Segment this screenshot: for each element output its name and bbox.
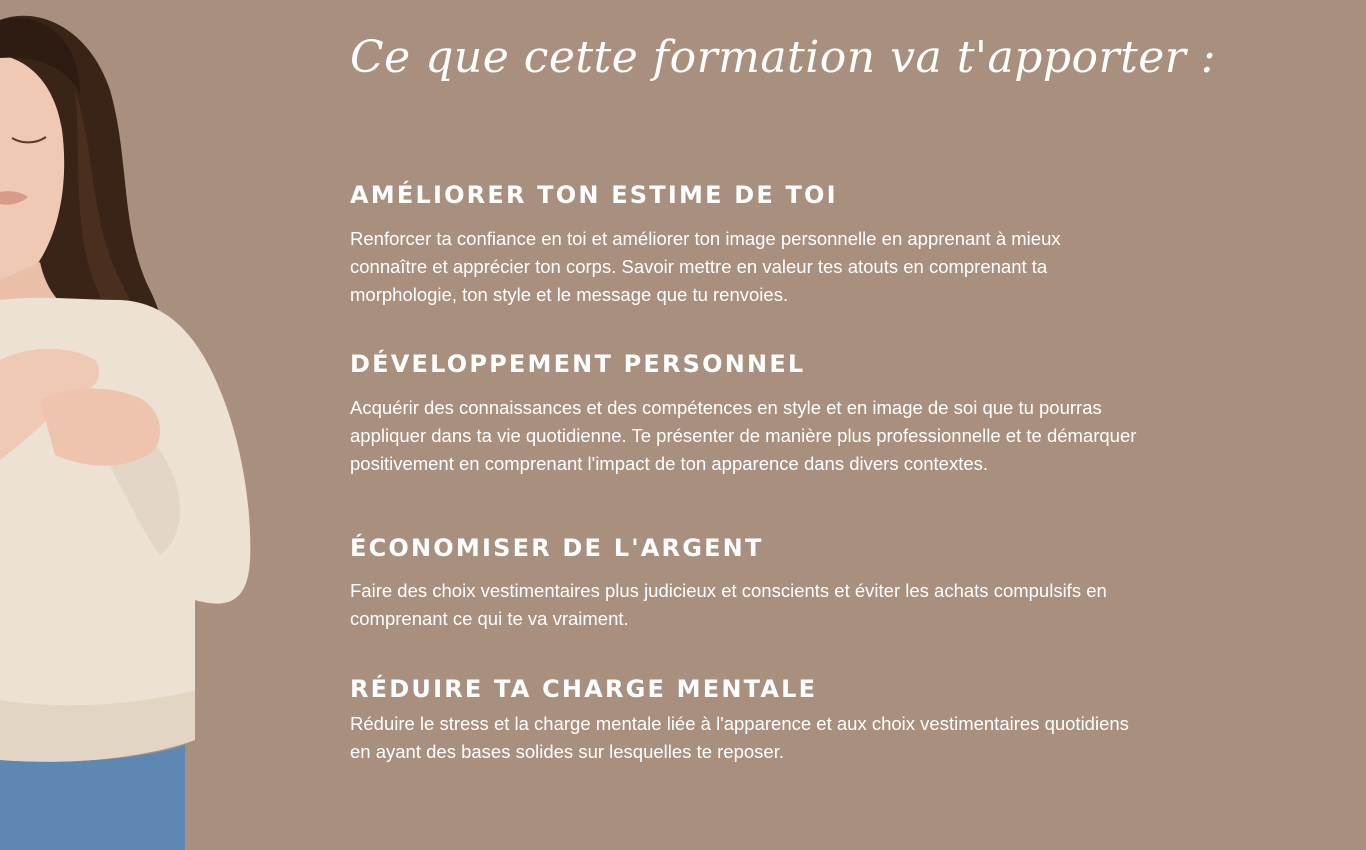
benefit-body: Faire des choix vestimentaires plus judicieux et conscients et éviter les achats compulsifs en comprenant ce qui te va vraiment.: [350, 580, 1107, 629]
benefit-title: RÉDUIRE TA CHARGE MENTALE: [350, 675, 818, 703]
benefit-title: DÉVELOPPEMENT PERSONNEL: [350, 350, 806, 378]
content-panel: [350, 0, 1217, 850]
benefit-mental-load: [350, 674, 1150, 766]
woman-photo: [0, 0, 270, 850]
benefit-body: Réduire le stress et la charge mentale liée à l'apparence et aux choix vestimentaires quotidiens en ayant des bases solides sur lesquelles te reposer.: [350, 713, 1129, 762]
headline: Ce que cette formation va t'apporter :: [350, 32, 1217, 83]
benefit-body: Renforcer ta confiance en toi et améliorer ton image personnelle en apprenant à mieux connaître et apprécier ton corps. Savoir mettre en valeur tes atouts en comprenant ta morphologie, ton style et le message que tu renvoies.: [350, 228, 1061, 305]
benefit-title: ÉCONOMISER DE L'ARGENT: [350, 534, 764, 562]
benefit-personal-development: [350, 349, 1150, 478]
woman-illustration: [0, 0, 270, 850]
benefit-self-esteem: [350, 180, 1150, 309]
benefit-title: AMÉLIORER TON ESTIME DE TOI: [350, 181, 838, 209]
benefit-body: Acquérir des connaissances et des compétences en style et en image de soi que tu pourras appliquer dans ta vie quotidienne. Te présenter de manière plus professionnelle et te démarquer positivement en comprenant l'impact de ton apparence dans divers contextes.: [350, 397, 1137, 474]
benefit-save-money: [350, 533, 1150, 633]
